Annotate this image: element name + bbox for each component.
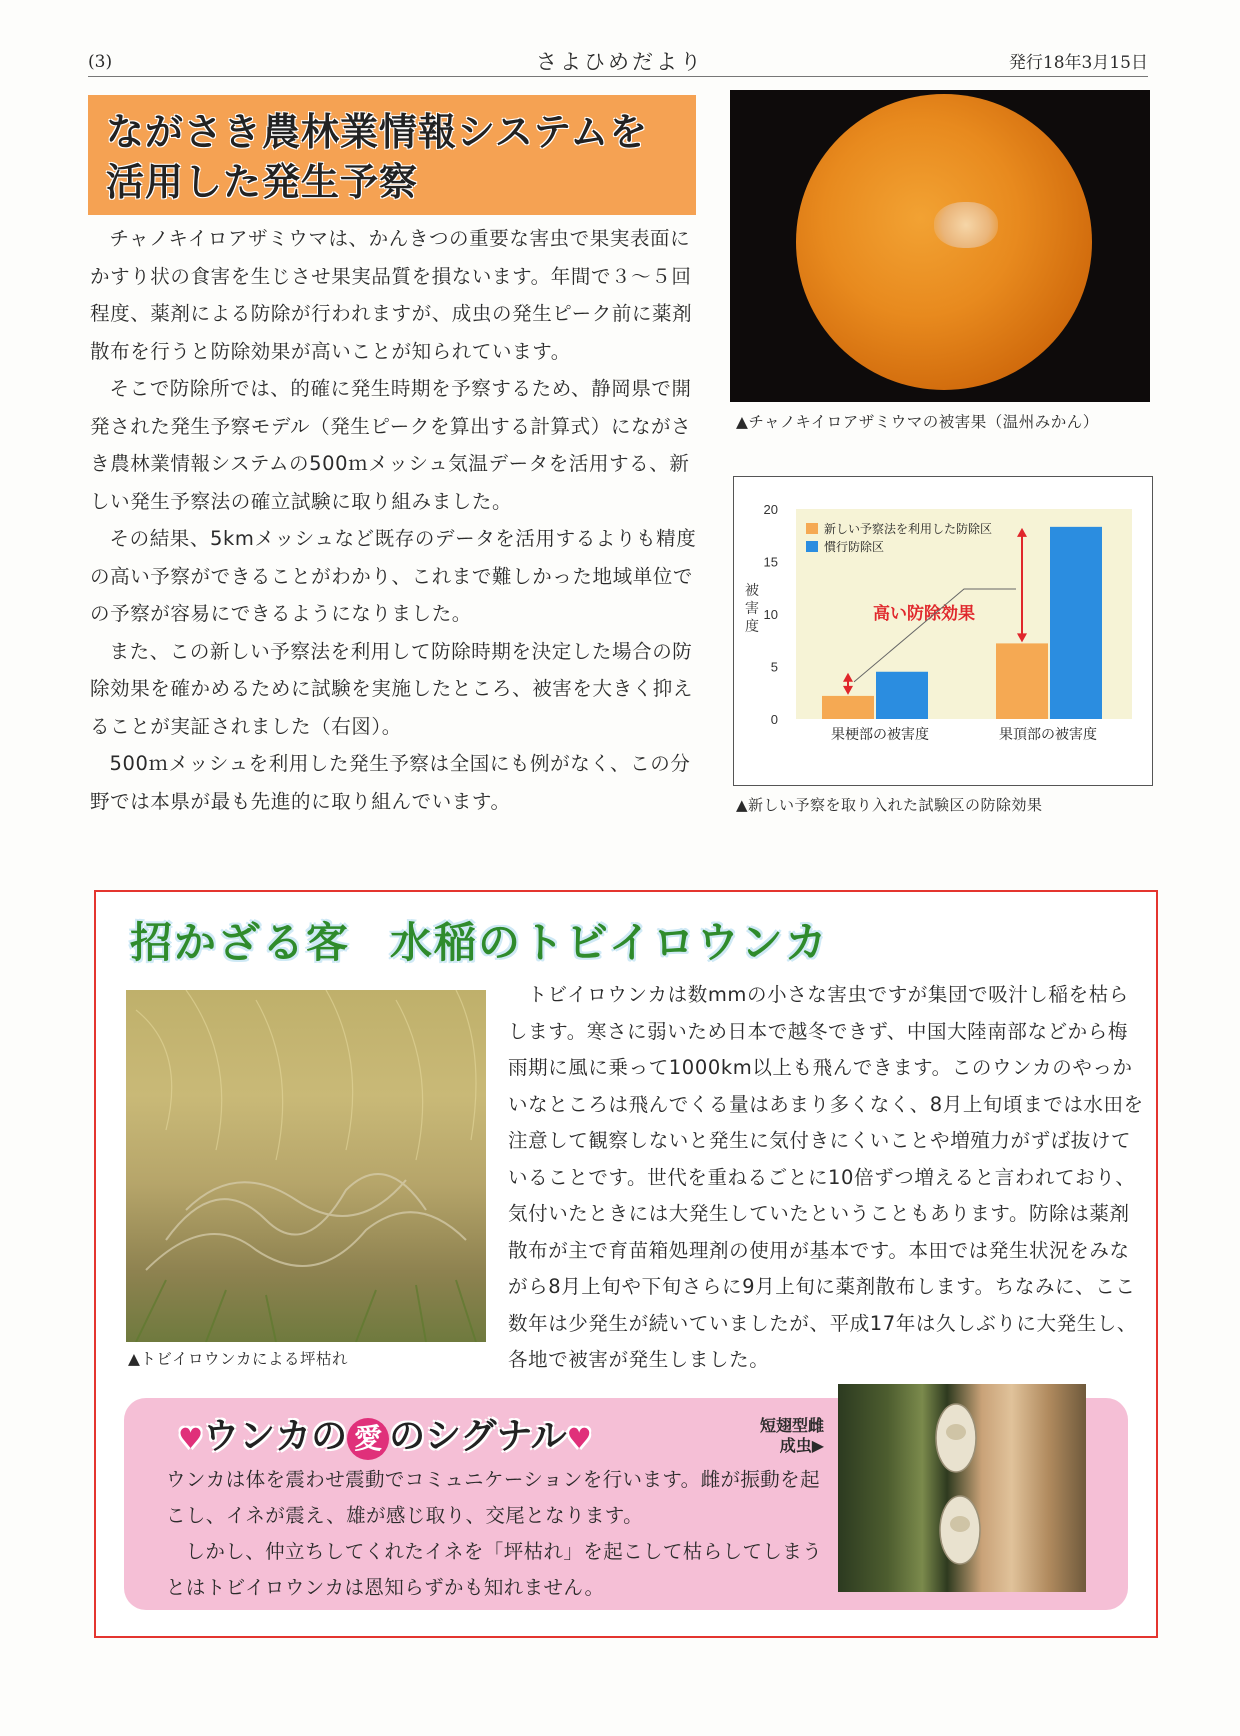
y-axis-label: 害 [745, 601, 759, 617]
y-tick-label: 5 [770, 659, 778, 675]
x-tick-label: 果梗部の被害度 [831, 727, 929, 743]
mandarin-photo-caption: ▲チャノキイロアザミウマの被害果（温州みかん） [736, 413, 1099, 431]
love-circle: 愛 [347, 1418, 389, 1460]
planthopper-body [508, 977, 1144, 1379]
signal-title-part2: のシグナル [389, 1416, 567, 1457]
x-tick-label: 果頂部の被害度 [999, 727, 1097, 743]
hopperburn-rice-photo [126, 990, 486, 1342]
y-tick-label: 10 [763, 607, 778, 622]
planthopper-paragraph: トビイロウンカは数mmの小さな害虫ですが集団で吸汁し稲を枯らします。寒さに弱いため日本で越冬できず、中国大陸南部などから梅雨期に風に乗って1000km以上も飛んできます。このウンカのやっかいなところは飛んでくる量はあまり多くなく、8月上旬頃までは水田を注意して観察しないと発生に気付きにくいことや増殖力がずば抜けていることです。世代を重ねるごとに10倍ずつ増えると言われており、気付いたときには大発生していたということもあります。防除は薬剤散布が主で育苗箱処理剤の使用が基本です。本田では発生状況をみながら8月上旬や下旬さらに9月上旬に薬剤散布します。ちなみに、ここ数年は少発生が続いていましたが、平成17年は久しぶりに大発生し、各地で被害が発生しました。 [508, 983, 1144, 1371]
article1-paragraph: その結果、5kmメッシュなど既存のデータを活用するよりも精度の高い予察ができることがわかり、これまで難しかった地域単位での予察が容易にできるようになりました。 [90, 527, 697, 625]
page-number: (3) [88, 52, 113, 72]
newsletter-title: さよひめだより [536, 50, 704, 74]
y-axis-label: 被 [745, 583, 759, 599]
signal-line1: ウンカは体を震わせ震動でコミュニケーションを行います。雌が振動を起こし、イネが震え、雄が感じ取り、交尾となります。 [166, 1468, 820, 1527]
bar [1050, 527, 1102, 719]
article1-headline-line2: 活用した発生予察 [106, 160, 419, 204]
chart-caption: ▲新しい予察を取り入れた試験区の防除効果 [736, 796, 1043, 814]
legend-label: 慣行防除区 [824, 540, 885, 554]
signal-title-part1: ウンカの [203, 1416, 348, 1457]
legend-swatch [806, 541, 818, 552]
planthopper-headline-part2: 水稲のトビイロウンカ [390, 918, 829, 967]
legend-swatch [806, 523, 818, 534]
header-rule [88, 76, 1148, 77]
planthopper-headline-part1: 招かざる客 [130, 918, 351, 967]
damage-chart-frame [733, 476, 1153, 786]
article1-body [90, 220, 705, 820]
y-tick-label: 15 [763, 554, 778, 570]
legend-label: 新しい予察法を利用した防除区 [824, 522, 993, 536]
hopperburn-photo-caption: ▲トビイロウンカによる坪枯れ [128, 1350, 348, 1368]
article1-headline-line1: ながさき農林業情報システムを [106, 110, 649, 154]
signal-line2: しかし、仲立ちしてくれたイネを「坪枯れ」を起こして枯らしてしまうとはトビイロウンカは恩知らずかも知れません。 [166, 1540, 823, 1599]
planthopper-insect-photo [838, 1384, 1086, 1592]
feeding-damage-mark [934, 202, 998, 248]
insect-label: 短翅型雌成虫▶ [759, 1416, 824, 1455]
bar [876, 672, 928, 719]
y-tick-label: 20 [763, 502, 778, 517]
damage-bar-chart [734, 477, 1151, 784]
signal-title [178, 1408, 592, 1460]
planthopper-headline [130, 910, 829, 970]
article1-paragraph: 500ｍメッシュを利用した発生予察は全国にも例がなく、この分野では本県が最も先進的に取り組んでいます。 [90, 752, 691, 813]
article1-paragraph: そこで防除所では、的確に発生時期を予察するため、静岡県で開発された発生予察モデル（発生ピークを算出する計算式）にながさき農林業情報システムの500ｍメッシュ気温データを活用する、新しい発生予察法の確立試験に取り組みました。 [90, 377, 692, 513]
y-tick-label: 0 [770, 712, 778, 727]
y-axis-label: 度 [745, 619, 759, 635]
issue-date: 発行18年3月15日 [1008, 53, 1148, 73]
article1-paragraph: また、この新しい予察法を利用して防除時期を決定した場合の防除効果を確かめるために試験を実施したところ、被害を大きく抑えることが実証されました（右図）。 [90, 639, 694, 738]
bar [822, 696, 874, 719]
heart-icon: ♥ [566, 1422, 592, 1455]
signal-body [166, 1462, 826, 1606]
heart-icon: ♥ [178, 1422, 204, 1455]
article1-headline-box [88, 95, 696, 215]
insect-shapes [838, 1384, 1086, 1592]
rice-texture [126, 990, 486, 1342]
article1-paragraph: チャノキイロアザミウマは、かんきつの重要な害虫で果実表面にかすり状の食害を生じさせ果実品質を損ないます。年間で３～５回程度、薬剤による防除が行われますが、成虫の発生ピーク前に薬剤散布を行うと防除効果が高いことが知られています。 [90, 227, 693, 363]
bar [996, 643, 1048, 719]
chart-annotation: 高い防除効果 [873, 604, 975, 624]
damaged-mandarin-photo [730, 90, 1150, 402]
